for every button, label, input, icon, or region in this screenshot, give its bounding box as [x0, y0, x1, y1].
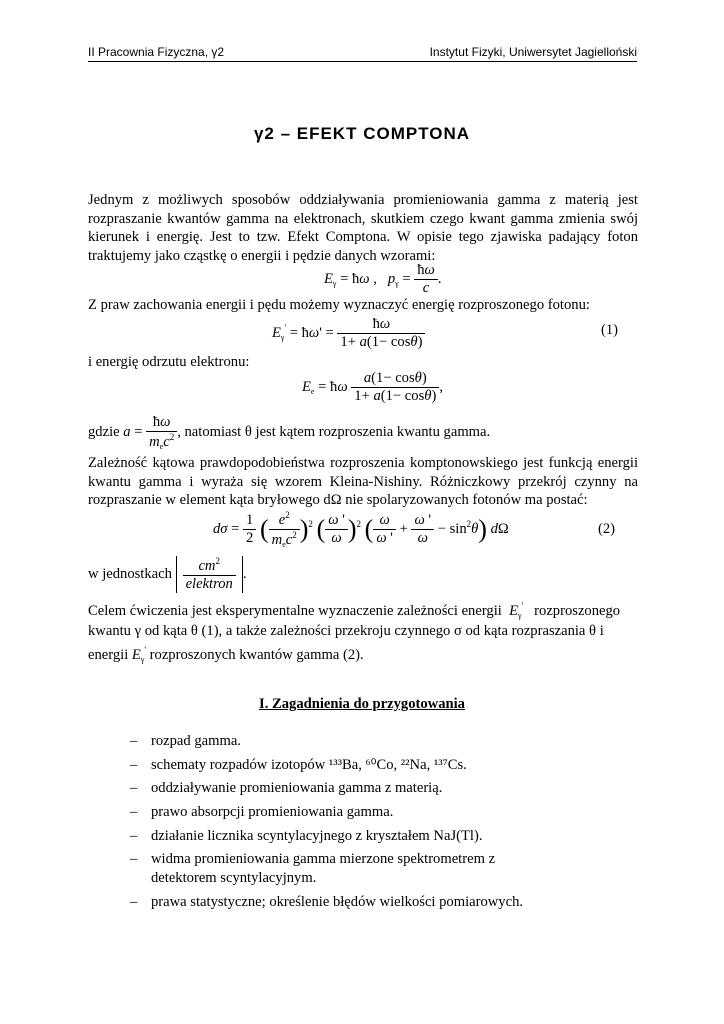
aim-line-3: energii $E_\gamma'$ rozproszonych kwantów gamma (2).: [88, 645, 364, 664]
units-line: w jednostkach $\frac{cm^2}{\text{elektron}}$ .: [88, 556, 247, 592]
header-right: Instytut Fizyki, Uniwersytet Jagielloński: [429, 45, 637, 59]
equation-1-number: (1): [601, 322, 619, 338]
units-bracket: $\frac{cm^2}{\text{elektron}}$: [176, 556, 243, 593]
text-recoil: i energię odrzutu elektronu:: [88, 354, 250, 370]
header-left: II Pracownia Fizyczna, γ2: [88, 45, 225, 59]
aim-line-2: kwantu γ od kąta θ (1), a także zależności przekroju czynnego σ od kąta rozpraszania θ i: [88, 623, 604, 639]
aim-text-2: rozproszonego: [534, 603, 621, 619]
natomiast-text: , natomiast θ jest kątem rozproszenia kwantu gamma.: [177, 423, 491, 440]
aim-text-1: Celem ćwiczenia jest eksperymentalne wyznaczenie zależności energii: [88, 603, 502, 619]
aim-text-5: rozproszonych kwantów gamma (2).: [149, 647, 364, 663]
section-title: I. Zagadnienia do przygotowania: [259, 696, 465, 712]
list-item: – widma promieniowania gamma mierzone spektrometrem z detektorem scyntylacyjnym.: [130, 851, 496, 887]
list-item: – działanie licznika scyntylacyjnego z kryształem NaJ(Tl).: [130, 827, 483, 844]
list-item: – prawo absorpcji promieniowania gamma.: [130, 804, 394, 821]
equation-1: $E_\gamma'$ = ħω' = $\frac{ħ\omega}{1+ a(1- \cos\theta)}$: [272, 316, 425, 351]
equation-2: dσ = $\frac{1}{2}$ ( $\frac{e^2}{m_ec^2}$ )$^2$ ( $\frac{\omega '}{\omega}$ )$^2$ ( $\frac{\omega}{\omega '}$ + $\frac{\omega '}{\omega}$ − $\sin^2\theta$) dΩ: [213, 510, 509, 549]
page-title: γ2 – EFEKT COMPTONA: [253, 124, 471, 143]
equation-recoil: $E_e$ = ħω $\frac{a(1- \cos\theta)}{1+ a(1- \cos\theta)}$ ,: [302, 370, 443, 404]
list-item: – oddziaływanie promieniowania gamma z materią.: [130, 780, 443, 797]
aim-text-4: energii: [88, 647, 129, 663]
aim-line-1: Celem ćwiczenia jest eksperymentalne wyznaczenie zależności energii $E_\gamma'$ rozproszonego: [88, 601, 621, 620]
gdzie-word: gdzie: [88, 423, 120, 440]
page-header: [88, 45, 637, 62]
equation-photon: $E_\gamma$ = ħω , $p_\gamma$ = $\frac{ħ\omega}{c}$ .: [324, 262, 442, 296]
list-item: – prawa statystyczne; określenie błędów wielkości pomiarowych.: [130, 894, 524, 911]
equation-2-number: (2): [598, 521, 616, 537]
intro-paragraph: Jednym z możliwych sposobów oddziaływania promieniowania gamma z materią jest rozpraszanie kwantów gamma na elektronach, skutkiem czego kwant gamma zmienia swój kierunek i energię. Jest to tzw. Efekt Comptona. W opisie tego zjawiska padający foton traktujemy jako cząstkę o energii i pędzie danych wzorami:: [88, 192, 638, 265]
topics-list: [130, 732, 550, 917]
gdzie-line: gdzie a = $\frac{ħ\omega}{m_ec^2}$ , natomiast θ jest kątem rozproszenia kwantu gamma.: [88, 414, 491, 451]
list-item: – schematy rozpadów izotopów ¹³³Ba, ⁶⁰Co, ²²Na, ¹³⁷Cs.: [130, 756, 467, 773]
list-item: – rozpad gamma.: [130, 733, 241, 749]
text-energy: Z praw zachowania energii i pędu możemy wyznaczyć energię rozproszonego fotonu:: [88, 297, 590, 313]
units-prefix: w jednostkach: [88, 565, 172, 582]
klein-nishina-paragraph: Zależność kątowa prawdopodobieństwa rozproszenia komptonowskiego jest funkcją energii kwantu gamma i wyraża się wzorem Kleina-Nishiny. Różniczkowy przekrój czynny na rozpraszanie w element kąta bryłowego dΩ nie spolaryzowanych fotonów ma postać:: [88, 455, 638, 509]
